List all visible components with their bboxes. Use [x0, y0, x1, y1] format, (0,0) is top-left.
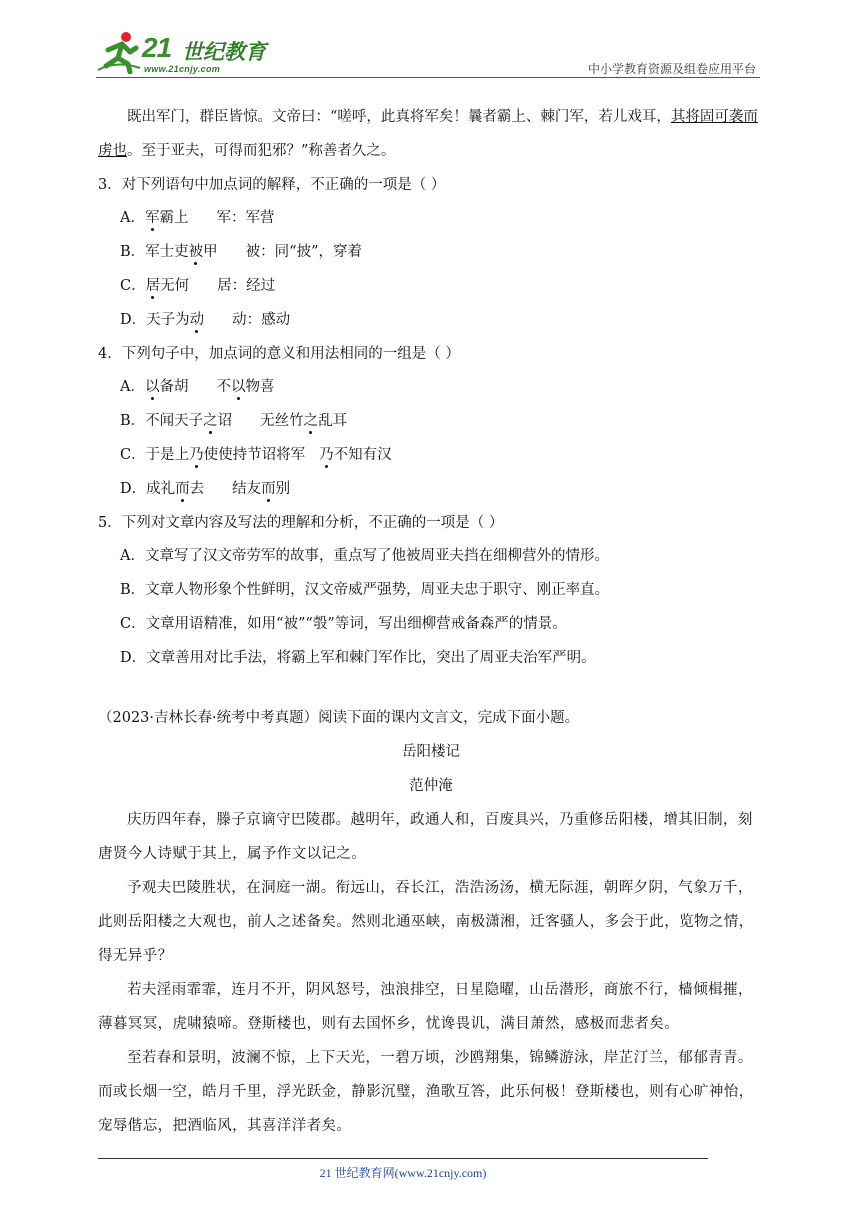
question-5	[98, 513, 764, 668]
underlined-sentence: 其将固可袭而虏也	[98, 109, 758, 159]
question-stem: 4．下列句子中，加点词的意义和用法相同的一组是（ ）	[98, 346, 460, 362]
page-header	[96, 30, 760, 78]
passage-ending: 既出军门，群臣皆惊。文帝曰：“嗟呼，此真将军矣！曩者霸上、棘门军，若儿戏耳，其将固可袭而虏也。至于亚夫，可得而犯邪？”称善者久之。	[98, 109, 758, 159]
header-platform-text: 中小学教育资源及组卷应用平台	[587, 62, 756, 76]
option-a: A．文章写了汉文帝劳军的故事，重点写了他被周亚夫挡在细柳营外的情形。	[120, 548, 609, 564]
logo-name: 世纪教育	[182, 40, 266, 64]
poem-body	[98, 803, 764, 1143]
question-source: （2023·吉林长春·统考中考真题）阅读下面的课内文言文，完成下面小题。	[98, 710, 580, 726]
option-c: C．居无何 居：经过	[120, 278, 276, 294]
option-d: D．成礼而去 结友而别	[120, 481, 291, 497]
option-a: A．军霸上 军：军营	[120, 210, 275, 226]
question-stem: 3．对下列语句中加点词的解释，不正确的一项是（ ）	[98, 177, 446, 193]
poem-paragraph: 庆历四年春，滕子京谪守巴陵郡。越明年，政通人和，百废具兴，乃重修岳阳楼，增其旧制，刻唐贤今人诗赋于其上，属予作文以记之。	[98, 812, 753, 862]
poem-paragraph: 予观夫巴陵胜状，在洞庭一湖。衔远山，吞长江，浩浩汤汤，横无际涯，朝晖夕阴，气象万千，此则岳阳楼之大观也，前人之述备矣。然则北通巫峡，南极潇湘，迁客骚人，多会于此，览物之情，得无异乎？	[98, 880, 754, 964]
poem-paragraph: 至若春和景明，波澜不惊，上下天光，一碧万顷，沙鸥翔集，锦鳞游泳，岸芷汀兰，郁郁青青。而或长烟一空，皓月千里，浮光跃金，静影沉璧，渔歌互答，此乐何极！登斯楼也，则有心旷神怡，宠辱偕忘，把酒临风，其喜洋洋者矣。	[98, 1050, 754, 1134]
runner-icon	[96, 30, 142, 74]
option-a: A．以备胡 不以物喜	[120, 379, 275, 395]
option-b: B．文章人物形象个性鲜明，汉文帝威严强势，周亚夫忠于职守、刚正率直。	[120, 582, 610, 598]
footer-divider	[98, 1158, 708, 1159]
option-c: C．文章用语精准，如用“被”“彀”等词，写出细柳营戒备森严的情景。	[120, 616, 567, 632]
footer-link[interactable]: 21 世纪教育网(www.21cnjy.com)	[319, 1166, 487, 1180]
poem-author: 范仲淹	[409, 778, 453, 794]
poem-title: 岳阳楼记	[402, 744, 460, 760]
option-d: D．天子为动 动：感动	[120, 312, 291, 328]
logo-number: 21	[142, 32, 172, 63]
option-c: C．于是上乃使使持节诏将军 乃不知有汉	[120, 447, 392, 463]
question-3	[98, 175, 764, 330]
option-b: B．不闻天子之诏 无丝竹之乱耳	[120, 413, 348, 429]
option-d: D．文章善用对比手法，将霸上军和棘门军作比，突出了周亚夫治军严明。	[120, 650, 596, 666]
document-body	[98, 100, 764, 1143]
logo-url: www.21cnjy.com	[144, 64, 221, 74]
question-stem: 5．下列对文章内容及写法的理解和分析，不正确的一项是（ ）	[98, 515, 504, 531]
question-4	[98, 344, 764, 499]
logo	[96, 30, 266, 76]
option-b: B．军士吏被甲 被：同“披”，穿着	[120, 244, 362, 260]
header-divider	[96, 77, 760, 78]
poem-paragraph: 若夫淫雨霏霏，连月不开，阴风怒号，浊浪排空，日星隐曜，山岳潜形，商旅不行，樯倾楫摧，薄暮冥冥，虎啸猿啼。登斯楼也，则有去国怀乡，忧谗畏讥，满目萧然，感极而悲者矣。	[98, 982, 753, 1032]
